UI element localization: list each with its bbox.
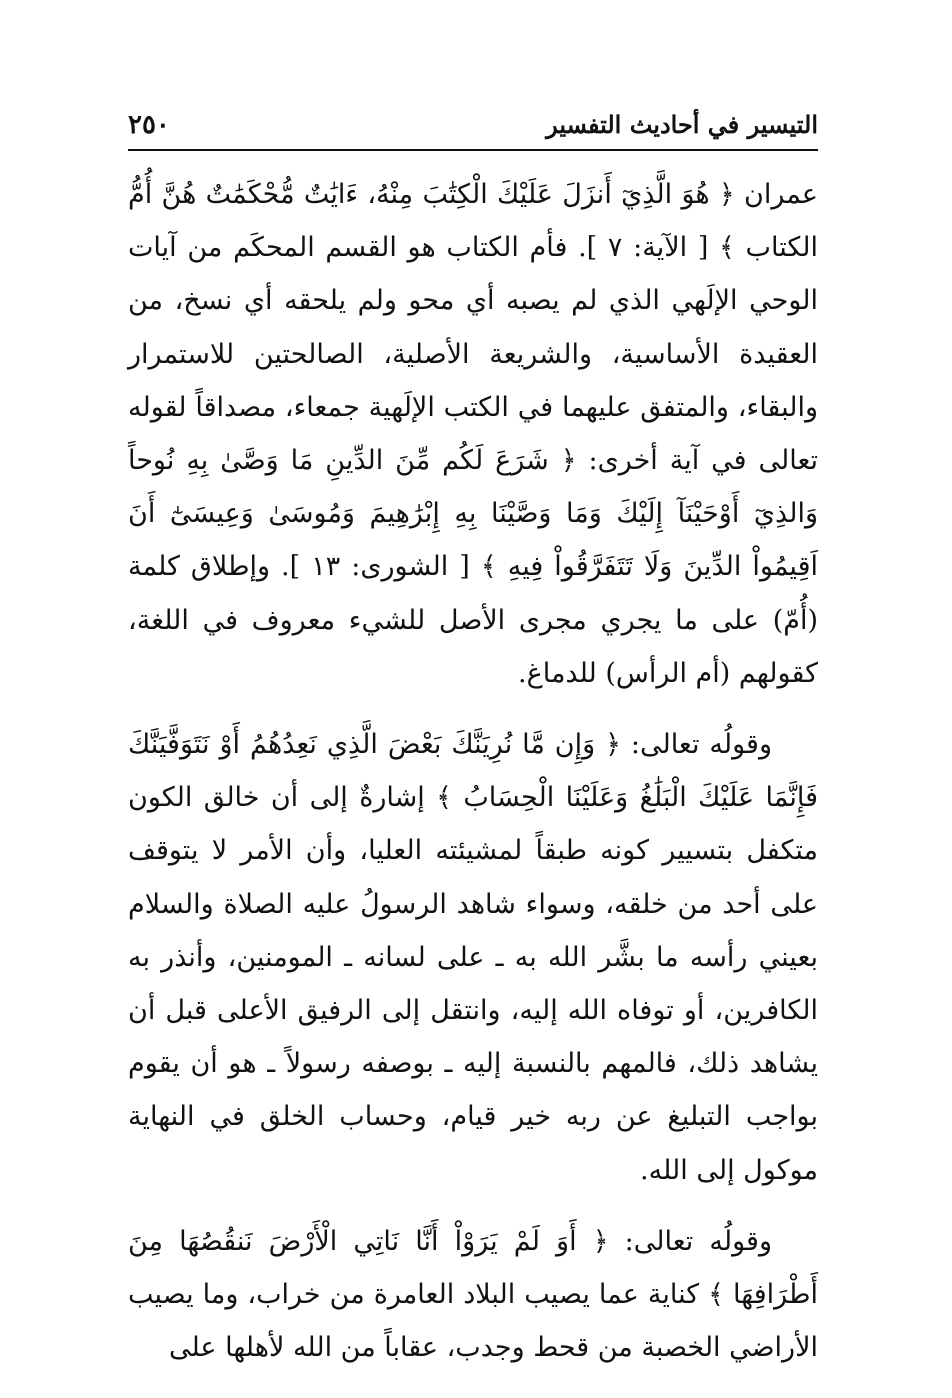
paragraph-1: عمران ﴿ هُوَ الَّذِيٓ أَنزَلَ عَلَيْكَ الْكِتَٰبَ مِنْهُ، ءَايَٰتٌ مُّحْكَمَٰتٌ هُنَّ أُمُّ الكتاب ﴾ [ الآية: ٧ ]. فأم الكتاب هو القسم المحكَم من آيات الوحي الإلَهي الذي لم يصبه أي محو ولم يلحقه أي نسخ، من العقيدة الأساسية، والشريعة الأصلية، الصالحتين للاستمرار والبقاء، والمتفق عليهما في الكتب الإلَهية جمعاء، مصداقاً لقوله تعالى في آية أخرى: ﴿ شَرَعَ لَكُم مِّنَ الدِّينِ مَا وَصَّىٰ بِهِ نُوحاً وَالذِيٓ أَوْحَيْنَآ إِلَيْكَ وَمَا وَصَّيْنَا بِهِ إِبْرَٰهِيمَ وَمُوسَىٰ وَعِيسَىٰٓ أَنَ اَقِيمُواْ الدِّينَ وَلَا تَتَفَرَّقُواْ فِيهِ ﴾ [ الشورى: ١٣ ]. وإطلاق كلمة (أُمّ) على ما يجري مجرى الأصل للشيء معروف في اللغة، كقولهم (أم الرأس) للدماغ. — [128, 179, 818, 689]
page-body — [128, 168, 818, 1374]
running-title: التيسير في أحاديث التفسير — [546, 110, 818, 139]
paragraph-3: وقولُه تعالى: ﴿ أَوَ لَمْ يَرَوْاْ أَنَّا نَاتِي الْأَرْضَ نَنقُصُهَا مِنَ أَطْرَافِهَا ﴾ كناية عما يصيب البلاد العامرة من خراب، وما يصيب الأراضي الخصبة من قحط وجدب، عقاباً من الله لأهلها على — [128, 1225, 818, 1364]
page-header — [128, 110, 818, 148]
header-divider — [128, 149, 818, 151]
page-number: ٢٥٠ — [128, 110, 170, 140]
paragraph-2: وقولُه تعالى: ﴿ وَإِن مَّا نُرِيَنَّكَ بَعْضَ الَّذِي نَعِدُهُمُ أَوْ نَتَوَفَّيَنَّكَ فَإِنَّمَا عَلَيْكَ الْبَلَٰغُ وَعَلَيْنَا الْحِسَابُ ﴾ إشارةٌ إلى أن خالق الكون متكفل بتسيير كونه طبقاً لمشيئته العليا، وأن الأمر لا يتوقف على أحد من خلقه، وسواء شاهد الرسولُ عليه الصلاة والسلام بعيني رأسه ما بشَّر الله به ـ على لسانه ـ المومنين، وأنذر به الكافرين، أو توفاه الله إليه، وانتقل إلى الرفيق الأعلى قبل أن يشاهد ذلك، فالمهم بالنسبة إليه ـ بوصفه رسولاً ـ هو أن يقوم بواجب التبليغ عن ربه خير قيام، وحساب الخلق في النهاية موكول إلى الله. — [128, 729, 818, 1186]
